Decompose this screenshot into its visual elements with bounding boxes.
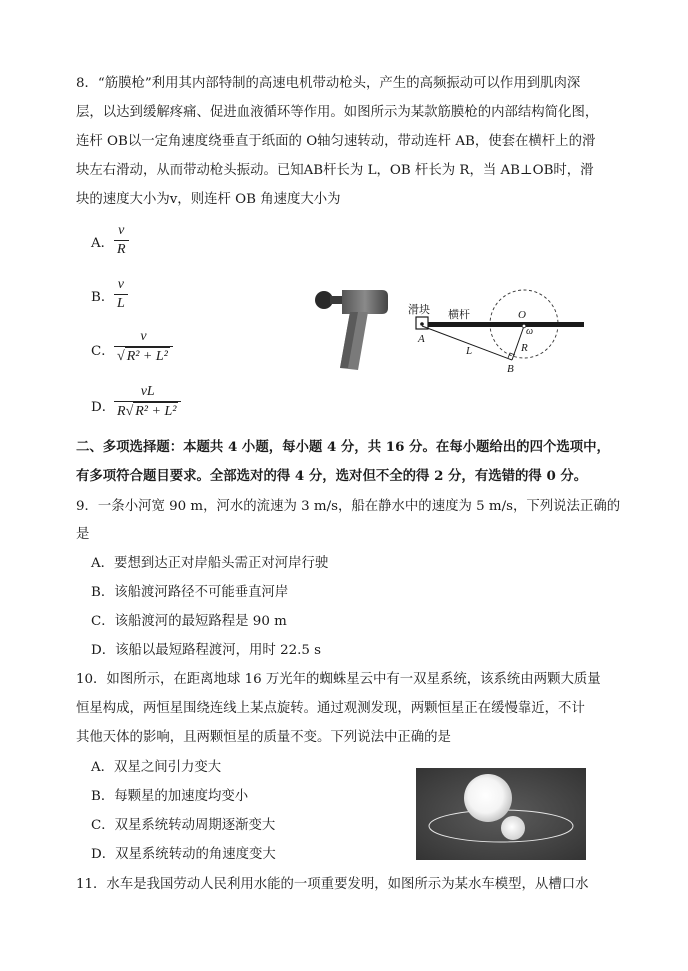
section-2-line-2: 有多项符合题目要求。全部选对的得 4 分，选对但不全的得 2 分，有选错的得 0 分。 bbox=[76, 468, 588, 484]
q8-option-c-label: C． bbox=[91, 344, 115, 359]
q9-line-2: 是 bbox=[76, 527, 90, 542]
q8-option-d-den-sqrt: R² + L² bbox=[135, 404, 177, 419]
label-B: B bbox=[507, 363, 514, 375]
q9-option-b: B．该船渡河路径不可能垂直河岸 bbox=[91, 585, 289, 600]
q9-line-1: 9．一条小河宽 90 m，河水的流速为 3 m/s，船在静水中的速度为 5 m/s，下列说法正确的 bbox=[76, 499, 621, 514]
q10-option-d: D．双星系统转动的角速度变大 bbox=[91, 847, 276, 862]
q8-option-c-fraction bbox=[114, 328, 173, 366]
horizontal-rod bbox=[416, 322, 584, 327]
large-star-icon bbox=[464, 774, 512, 822]
q8-option-a-num: v bbox=[118, 223, 125, 238]
q8-option-c-den: √ R² + L² bbox=[114, 346, 173, 366]
q8-line-1: 8．“筋膜枪”利用其内部特制的高速电机带动枪头，产生的高频振动可以作用到肌肉深 bbox=[76, 76, 581, 91]
section-2-line-1: 二、多项选择题：本题共 4 小题，每小题 4 分，共 16 分。在每小题给出的四个选项中， bbox=[76, 439, 610, 455]
q11-line-1: 11．水车是我国劳动人民利用水能的一项重要发明，如图所示为某水车模型，从槽口水 bbox=[76, 877, 589, 892]
q8-option-d-den: R√ R² + L² bbox=[114, 401, 181, 421]
q8-option-d-den-prefix: R bbox=[117, 404, 126, 419]
q9-option-d: D．该船以最短路程渡河，用时 22.5 s bbox=[91, 643, 322, 658]
q10-option-b: B．每颗星的加速度均变小 bbox=[91, 789, 249, 804]
q8-line-3: 连杆 OB以一定角速度绕垂直于纸面的 O轴匀速转动，带动连杆 AB，使套在横杆上的滑 bbox=[76, 134, 596, 149]
massage-gun-image bbox=[310, 284, 390, 374]
label-slider: 滑块 bbox=[408, 303, 430, 316]
q10-line-1: 10．如图所示，在距离地球 16 万光年的蜘蛛星云中有一双星系统，该系统由两颗大质量 bbox=[76, 672, 601, 687]
q8-option-b-num: v bbox=[117, 277, 124, 292]
gun-body-icon bbox=[342, 290, 388, 314]
label-A: A bbox=[418, 333, 425, 345]
label-omega: ω bbox=[526, 326, 534, 337]
q8-option-d-label: D． bbox=[91, 400, 116, 415]
q8-diagram bbox=[404, 288, 590, 378]
binary-star-image bbox=[416, 768, 586, 860]
q8-option-c-den-sqrt: R² + L² bbox=[126, 349, 168, 364]
q8-option-c-num: v bbox=[140, 329, 147, 344]
q8-line-4: 块左右滑动，从而带动枪头振动。已知AB杆长为 L，OB 杆长为 R，当 AB⊥OB时，滑 bbox=[76, 163, 594, 178]
q8-option-d-num: vL bbox=[140, 384, 155, 399]
q10-line-3: 其他天体的影响，且两颗恒星的质量不变。下列说法中正确的是 bbox=[76, 730, 451, 745]
q8-option-b-label: B． bbox=[91, 290, 115, 305]
q8-option-b-fraction bbox=[114, 276, 128, 313]
q10-option-c: C．双星系统转动周期逐渐变大 bbox=[91, 818, 276, 833]
q8-option-a-fraction bbox=[114, 222, 129, 259]
label-R: R bbox=[521, 342, 528, 354]
q8-option-a-label: A． bbox=[91, 236, 115, 251]
q8-line-2: 层，以达到缓解疼痛、促进血液循环等作用。如图所示为某款筋膜枪的内部结构简化图， bbox=[76, 105, 599, 120]
q8-option-b-den: L bbox=[114, 294, 128, 313]
q9-option-a: A．要想到达正对岸船头需正对河岸行驶 bbox=[91, 556, 329, 571]
label-O: O bbox=[518, 309, 526, 321]
small-star-icon bbox=[501, 816, 525, 840]
q8-line-5: 块的速度大小为v，则连杆 OB 角速度大小为 bbox=[76, 192, 341, 207]
q10-option-a: A．双星之间引力变大 bbox=[91, 760, 222, 775]
q8-option-a-den: R bbox=[114, 240, 129, 259]
label-L: L bbox=[466, 345, 473, 357]
q10-line-2: 恒星构成，两恒星围绕连线上某点旋转。通过观测发现，两颗恒星正在缓慢靠近，不计 bbox=[76, 701, 585, 716]
q8-option-d-fraction bbox=[114, 383, 181, 421]
label-rod: 横杆 bbox=[448, 308, 470, 321]
q9-option-c: C．该船渡河的最短路程是 90 m bbox=[91, 614, 287, 629]
